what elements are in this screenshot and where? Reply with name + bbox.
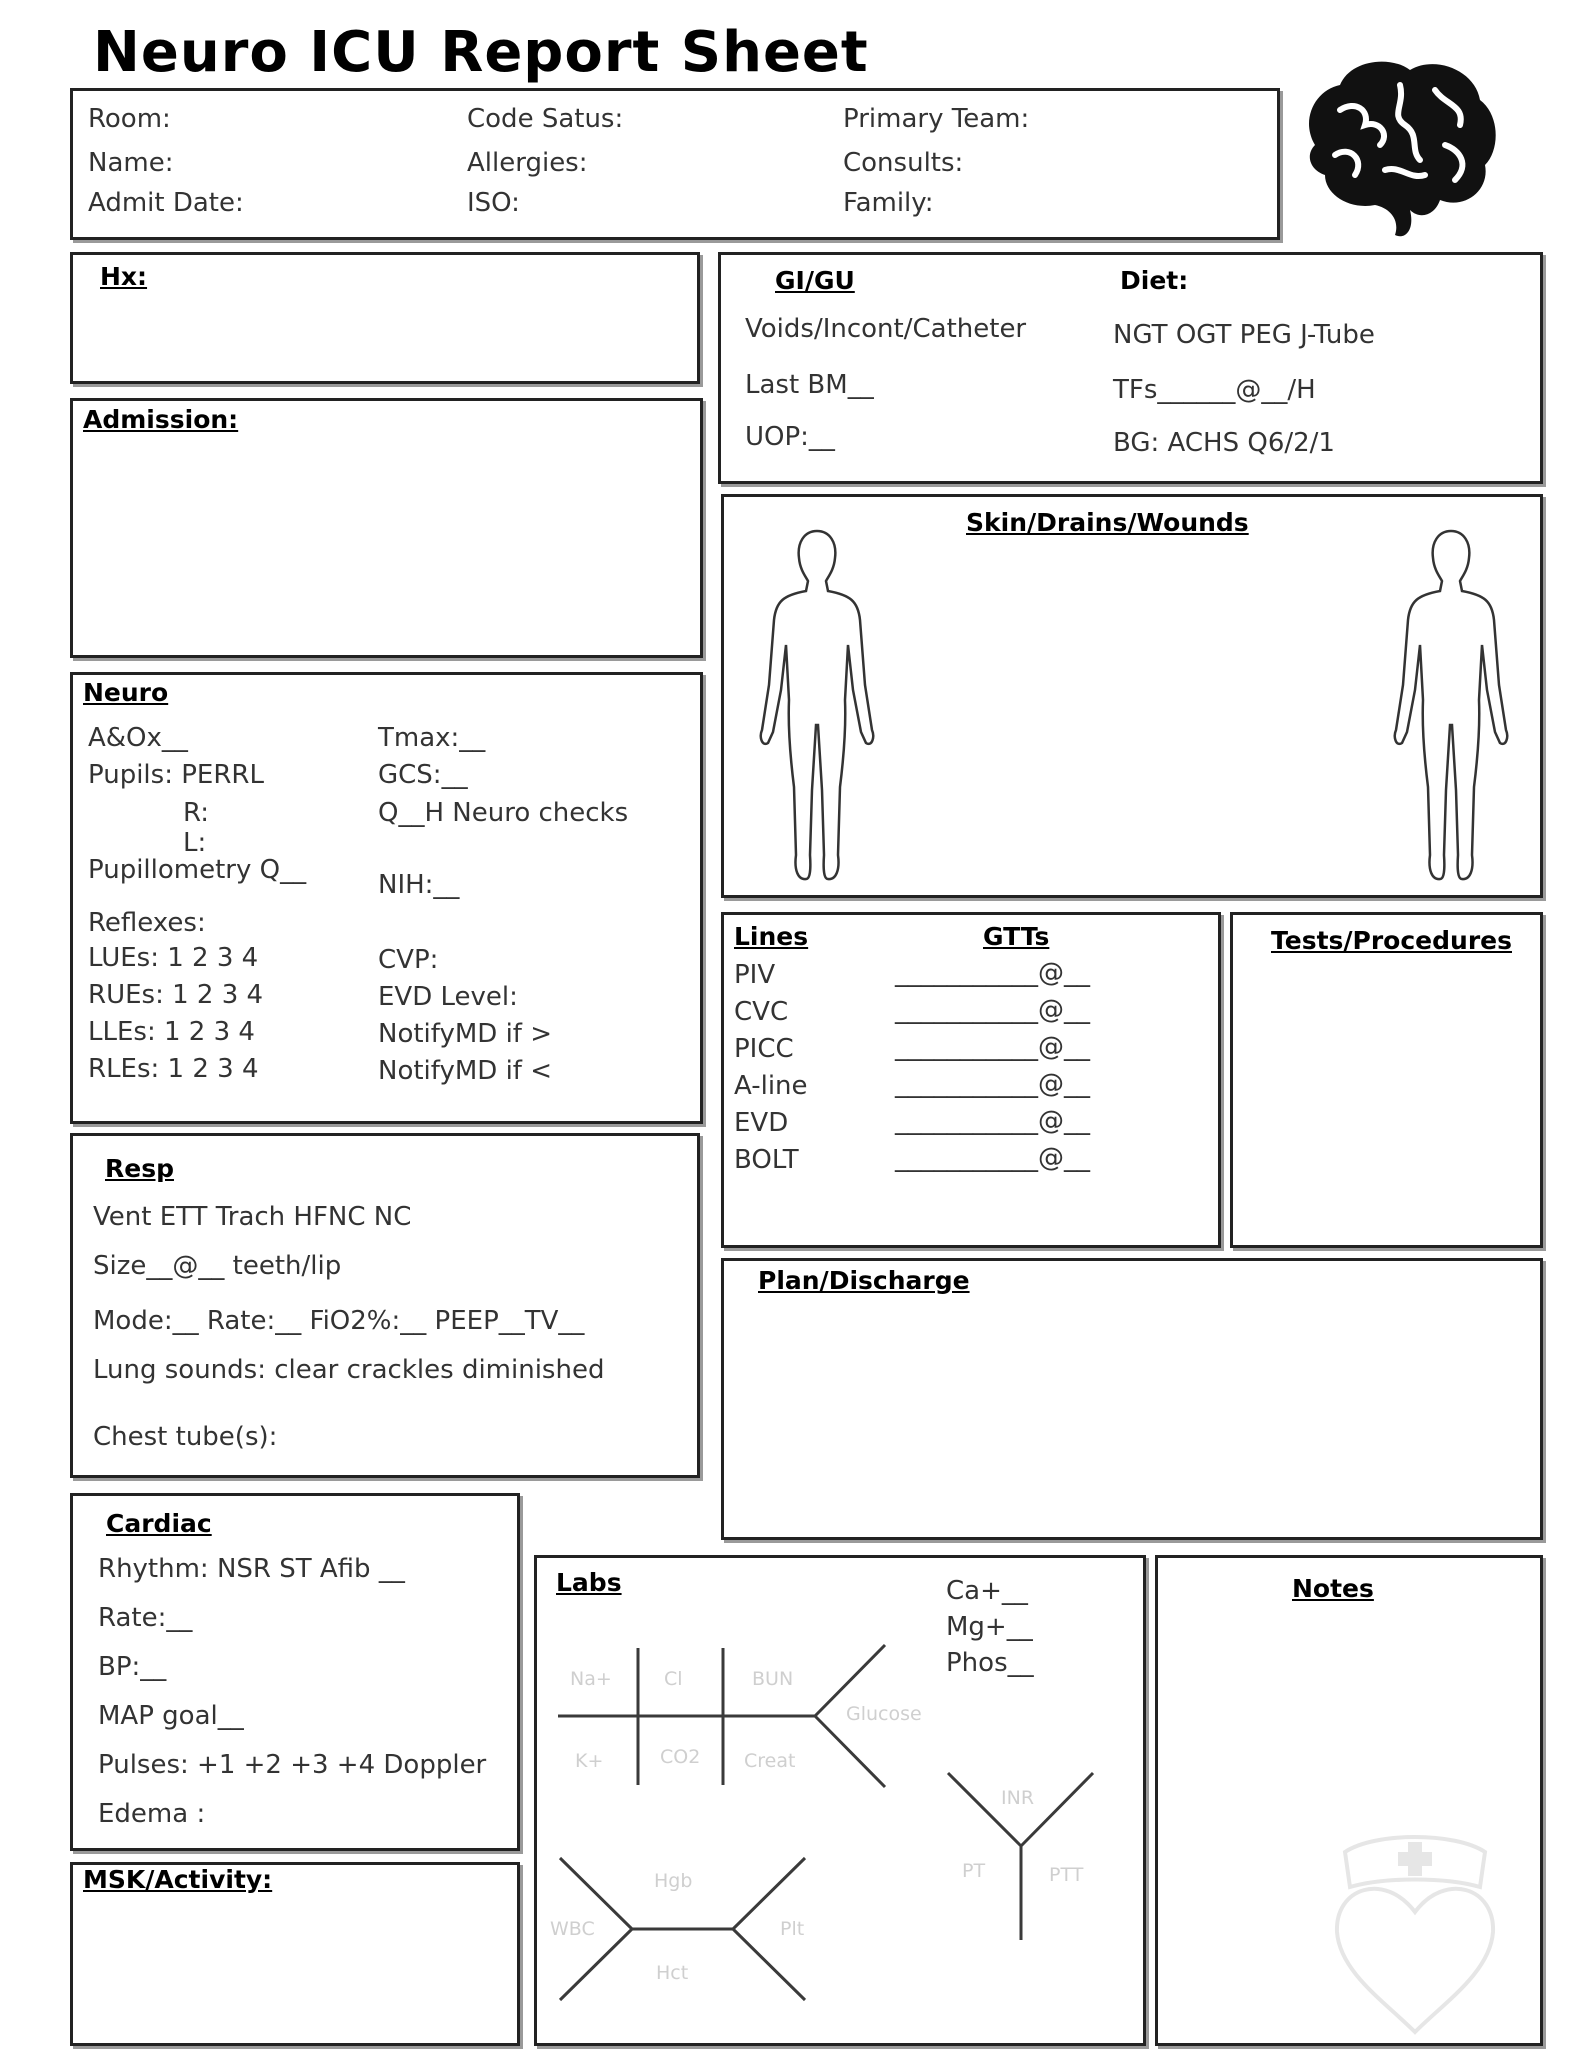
rues-field: RUEs: 1 2 3 4: [88, 980, 264, 1010]
lab-glucose: Glucose: [846, 1703, 922, 1725]
gtt-blank: ___________@__: [895, 1032, 1090, 1062]
voids-field: Voids/Incont/Catheter: [745, 314, 1027, 344]
gtt-blank: ___________@__: [895, 995, 1090, 1025]
lab-ptt: PTT: [1049, 1864, 1084, 1886]
chest-tube-field: Chest tube(s):: [93, 1422, 278, 1452]
rhythm-field: Rhythm: NSR ST Afib __: [98, 1554, 405, 1584]
lab-plt: Plt: [780, 1918, 805, 1940]
bp-field: BP:__: [98, 1652, 167, 1682]
feeding-tubes-field: NGT OGT PEG J-Tube: [1113, 320, 1375, 350]
notify-lt-field: NotifyMD if <: [378, 1056, 553, 1086]
admit-date-label: Admit Date:: [88, 188, 244, 218]
rate-field: Rate:__: [98, 1603, 193, 1633]
line-item-a-line: A-line: [734, 1071, 808, 1101]
lab-co2: CO2: [660, 1746, 701, 1768]
nurse-heart-watermark-icon: [1315, 1812, 1515, 2042]
consults-label: Consults:: [843, 148, 964, 178]
labs-header: Labs: [556, 1568, 622, 1597]
blood-glucose-field: BG: ACHS Q6/2/1: [1113, 428, 1335, 458]
resp-header: Resp: [105, 1154, 174, 1183]
room-label: Room:: [88, 104, 171, 134]
map-goal-field: MAP goal__: [98, 1701, 244, 1731]
notes-header: Notes: [1292, 1574, 1374, 1603]
lues-field: LUEs: 1 2 3 4: [88, 943, 259, 973]
iso-label: ISO:: [467, 188, 520, 218]
gtt-blank: ___________@__: [895, 1069, 1090, 1099]
lab-chloride: Cl: [664, 1668, 683, 1690]
lab-creatinine: Creat: [744, 1750, 796, 1772]
uop-field: UOP:__: [745, 422, 835, 452]
neuro-header: Neuro: [83, 678, 169, 707]
lab-inr: INR: [1001, 1787, 1035, 1809]
code-status-label: Code Satus:: [467, 104, 624, 134]
tube-feeds-field: TFs______@__/H: [1113, 375, 1316, 405]
lab-sodium: Na+: [570, 1668, 612, 1690]
pulses-field: Pulses: +1 +2 +3 +4 Doppler: [98, 1750, 487, 1780]
reflexes-field: Reflexes:: [88, 908, 206, 938]
neuro-checks-field: Q__H Neuro checks: [378, 798, 629, 828]
lab-pt: PT: [962, 1860, 986, 1882]
phosphorus-field: Phos__: [946, 1648, 1034, 1678]
rles-field: RLEs: 1 2 3 4: [88, 1054, 259, 1084]
evd-level-field: EVD Level:: [378, 982, 518, 1012]
cardiac-header: Cardiac: [106, 1509, 212, 1538]
pupil-r-field: R:: [183, 798, 210, 828]
vent-mode-field: Mode:__ Rate:__ FiO2%:__ PEEP__TV__: [93, 1306, 585, 1336]
lab-wbc: WBC: [550, 1918, 595, 1940]
gtt-blank: ___________@__: [895, 958, 1090, 988]
lab-potassium: K+: [575, 1750, 604, 1772]
airway-field: Vent ETT Trach HFNC NC: [93, 1202, 412, 1232]
aox-field: A&Ox__: [88, 723, 188, 753]
line-item-bolt: BOLT: [734, 1145, 799, 1175]
hx-header: Hx:: [100, 262, 148, 291]
lab-hct: Hct: [656, 1962, 689, 1984]
lab-hgb: Hgb: [654, 1870, 693, 1892]
calcium-field: Ca+__: [946, 1576, 1028, 1606]
lines-header: Lines: [734, 922, 809, 951]
last-bm-field: Last BM__: [745, 370, 874, 400]
line-item-cvc: CVC: [734, 997, 789, 1027]
pupil-l-field: L:: [183, 828, 207, 858]
diet-header: Diet:: [1120, 266, 1189, 295]
line-item-picc: PICC: [734, 1034, 794, 1064]
name-label: Name:: [88, 148, 174, 178]
lab-bun: BUN: [752, 1668, 794, 1690]
lles-field: LLEs: 1 2 3 4: [88, 1017, 255, 1047]
page-title: Neuro ICU Report Sheet: [93, 20, 869, 85]
pupils-field: Pupils: PERRL: [88, 760, 264, 790]
family-label: Family:: [843, 188, 934, 218]
magnesium-field: Mg+__: [946, 1612, 1033, 1642]
ett-size-field: Size__@__ teeth/lip: [93, 1251, 342, 1281]
cvp-field: CVP:: [378, 945, 439, 975]
line-item-evd: EVD: [734, 1108, 789, 1138]
lung-sounds-field: Lung sounds: clear crackles diminished: [93, 1355, 605, 1385]
allergies-label: Allergies:: [467, 148, 588, 178]
admission-header: Admission:: [83, 405, 239, 434]
gtts-header: GTTs: [983, 922, 1050, 951]
gtt-blank: ___________@__: [895, 1143, 1090, 1173]
gcs-field: GCS:__: [378, 760, 468, 790]
gigu-header: GI/GU: [775, 266, 855, 295]
plan-header: Plan/Discharge: [758, 1266, 970, 1295]
primary-team-label: Primary Team:: [843, 104, 1030, 134]
nih-field: NIH:__: [378, 870, 460, 900]
skin-header: Skin/Drains/Wounds: [966, 508, 1249, 537]
msk-header: MSK/Activity:: [83, 1865, 273, 1894]
line-item-piv: PIV: [734, 960, 776, 990]
edema-field: Edema :: [98, 1799, 206, 1829]
notify-gt-field: NotifyMD if >: [378, 1019, 553, 1049]
gtt-blank: ___________@__: [895, 1106, 1090, 1136]
tests-header: Tests/Procedures: [1271, 926, 1512, 955]
pupillometry-field: Pupillometry Q__: [88, 855, 307, 885]
tmax-field: Tmax:__: [378, 723, 486, 753]
